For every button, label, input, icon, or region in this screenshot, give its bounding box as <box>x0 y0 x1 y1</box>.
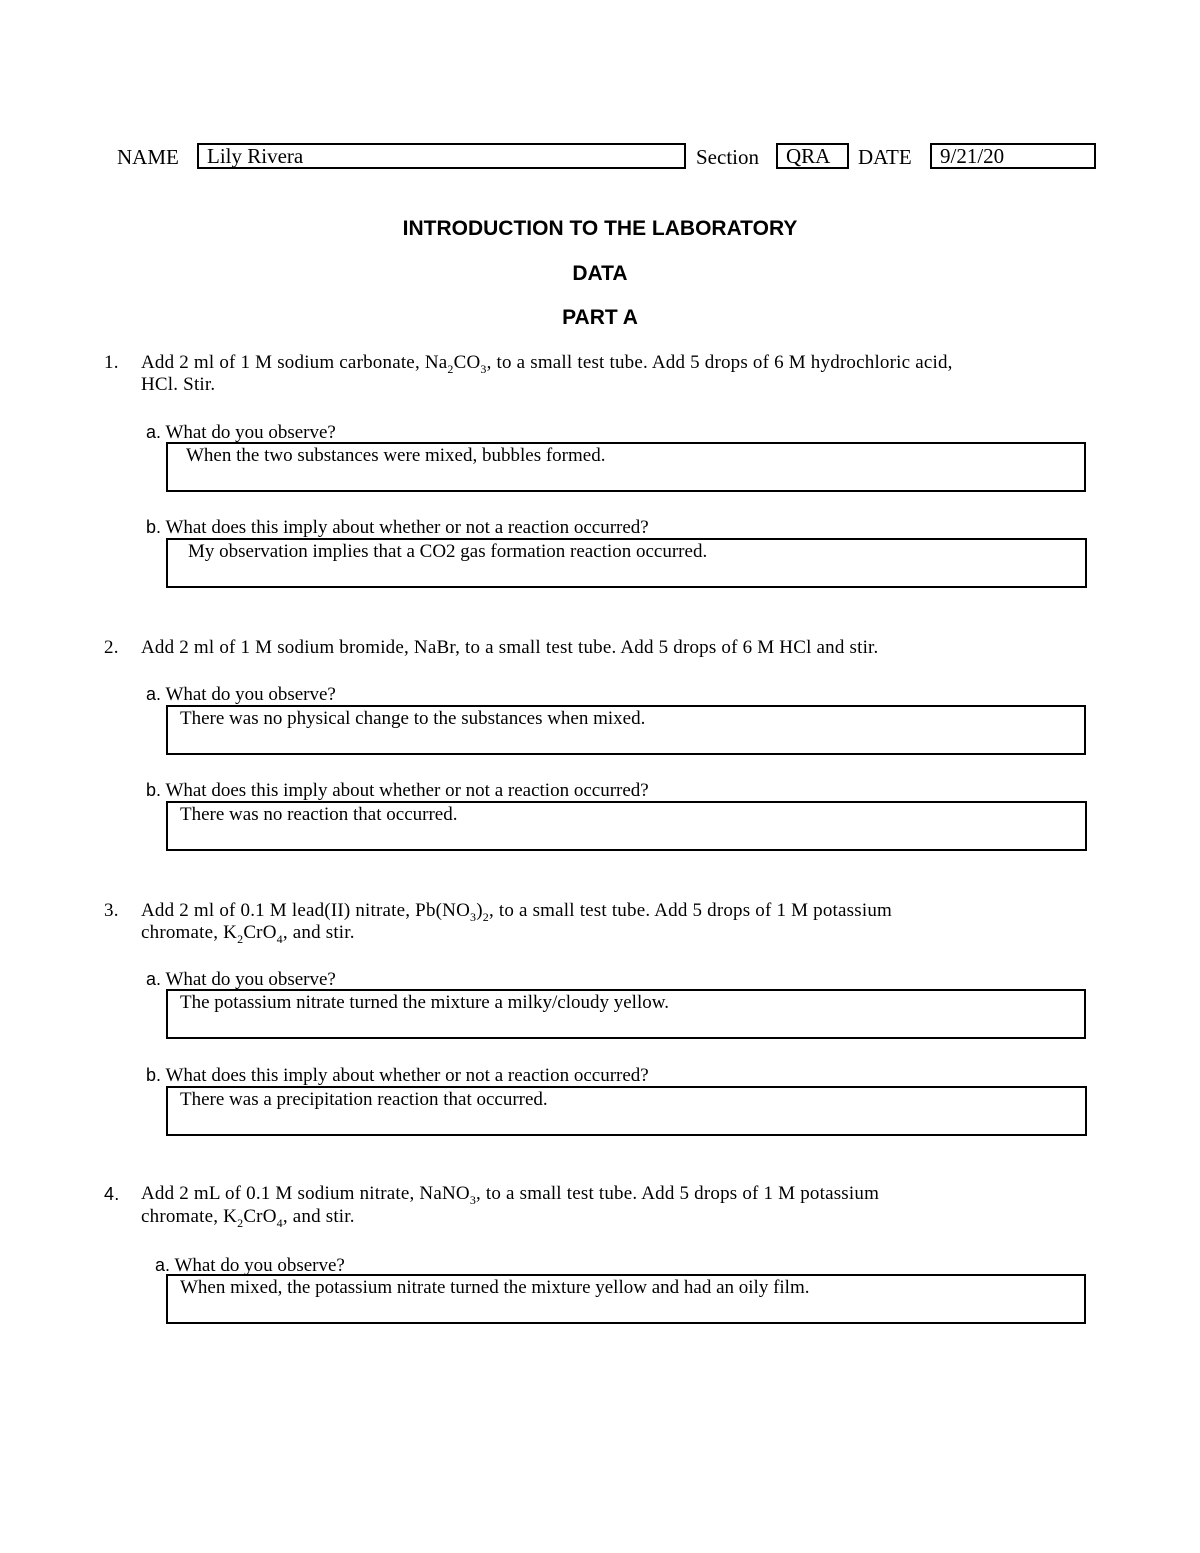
question-4-line-1: Add 2 mL of 0.1 M sodium nitrate, NaNO$_3$, to a small test tube. Add 5 drops of 1 M potassium <box>141 1183 880 1207</box>
question-4-number: 4. <box>104 1184 120 1204</box>
date-field[interactable]: 9/21/20 <box>930 143 1096 169</box>
name-label: NAME <box>117 145 179 169</box>
question-3b-prompt: b. What does this imply about whether or not a reaction occurred? <box>146 1065 649 1086</box>
part-heading: PART A <box>562 306 638 329</box>
question-2-line-1: Add 2 ml of 1 M sodium bromide, NaBr, to a small test tube. Add 5 drops of 6 M HCl and stir. <box>141 637 879 658</box>
question-3-line-2: chromate, $K_2CrO_4$, and stir. <box>141 922 355 946</box>
question-2a-answer-field[interactable]: There was no physical change to the substances when mixed. <box>166 705 1086 755</box>
question-1b-answer-field[interactable]: My observation implies that a CO2 gas formation reaction occurred. <box>166 538 1087 588</box>
question-4a-answer-field[interactable]: When mixed, the potassium nitrate turned the mixture yellow and had an oily film. <box>166 1274 1086 1324</box>
question-2b-prompt: b. What does this imply about whether or not a reaction occurred? <box>146 780 649 801</box>
document-title: INTRODUCTION TO THE LABORATORY <box>402 217 798 240</box>
question-3-line-1: Add 2 ml of 0.1 M lead(II) nitrate, $Pb(NO_3)_2$, to a small test tube. Add 5 drops of 1 M potassium <box>141 900 893 924</box>
question-2b-answer-field[interactable]: There was no reaction that occurred. <box>166 801 1087 851</box>
question-4-line-2: chromate, $K_2CrO_4$, and stir. <box>141 1206 355 1230</box>
section-field[interactable]: QRA <box>776 143 849 169</box>
question-3a-answer-field[interactable]: The potassium nitrate turned the mixture a milky/cloudy yellow. <box>166 989 1086 1039</box>
question-1b-prompt: b. What does this imply about whether or not a reaction occurred? <box>146 517 649 538</box>
question-1-line-1: Add 2 ml of 1 M sodium carbonate, $Na_2CO_3$, to a small test tube. Add 5 drops of 6 M hydrochloric acid, <box>141 352 953 376</box>
question-1a-answer-field[interactable]: When the two substances were mixed, bubbles formed. <box>166 442 1086 492</box>
question-1a-prompt: a. What do you observe? <box>146 422 336 443</box>
question-3a-prompt: a. What do you observe? <box>146 969 336 990</box>
date-label: DATE <box>858 145 912 169</box>
question-2a-prompt: a. What do you observe? <box>146 684 336 705</box>
question-2-number: 2. <box>104 637 119 658</box>
question-1-number: 1. <box>104 352 119 373</box>
question-3-number: 3. <box>104 900 119 921</box>
question-4a-prompt: a. What do you observe? <box>155 1255 345 1276</box>
name-field[interactable]: Lily Rivera <box>197 143 686 169</box>
section-heading-data: DATA <box>572 262 628 285</box>
question-3b-answer-field[interactable]: There was a precipitation reaction that occurred. <box>166 1086 1087 1136</box>
question-1-line-2: HCl. Stir. <box>141 374 216 395</box>
section-label: Section <box>696 145 759 169</box>
